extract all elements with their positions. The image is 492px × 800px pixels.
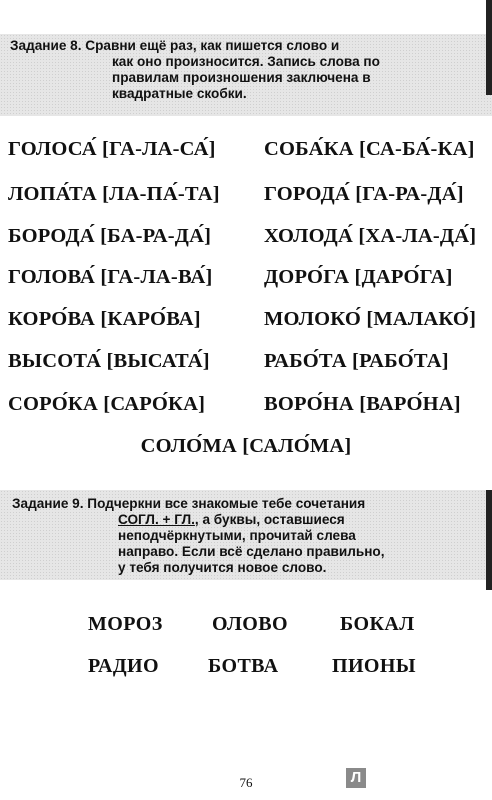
task-9-line-4: направо. Если всё сделано правильно, (118, 544, 385, 559)
page-edge-mark-2 (486, 490, 492, 590)
word-5: БОТВА (208, 655, 279, 677)
task-8-line-4: квадратные скобки. (112, 86, 247, 101)
pair-right-3: ХОЛОДА́ [ХА-ЛА-ДА́] (264, 225, 477, 247)
pair-center: СОЛО́МА [САЛО́МА] (140, 435, 352, 457)
task-9-text-2: , а буквы, оставшиеся (194, 512, 345, 527)
pair-right-4: ДОРО́ГА [ДАРО́ГА] (264, 266, 453, 288)
word-4: РАДИО (88, 655, 159, 677)
task-8-line-3: правилам произношения заключена в (112, 70, 371, 85)
task-9-line-3: неподчёркнутыми, прочитай слева (118, 528, 356, 543)
pair-right-7: ВОРО́НА [ВАРО́НА] (264, 393, 461, 415)
pair-right-5: МОЛОКО́ [МАЛАКО́] (264, 308, 477, 330)
task-9-text-1: Подчеркни все знакомые тебе сочетания (87, 496, 366, 511)
task-9-box (0, 490, 492, 580)
page-edge-mark (486, 0, 492, 95)
task-8-line-2: как оно произносится. Запись слова по (112, 54, 380, 69)
task-9-line-2 (118, 512, 345, 528)
task-8-label: Задание 8. (10, 38, 82, 53)
pair-left-6: ВЫСОТА́ [ВЫСАТА́] (8, 350, 210, 372)
publisher-logo: Л (346, 768, 366, 788)
pair-right-2: ГОРОДА́ [ГА-РА-ДА́] (264, 183, 464, 205)
task-9-label: Задание 9. (12, 496, 84, 511)
task-9-line-5: у тебя получится новое слово. (118, 560, 327, 575)
word-1: МОРОЗ (88, 613, 163, 635)
pair-left-1: ГОЛОСА́ [ГА-ЛА-СА́] (8, 138, 216, 160)
pair-left-3: БОРОДА́ [БА-РА-ДА́] (8, 225, 212, 247)
word-2: ОЛОВО (212, 613, 288, 635)
pair-right-1: СОБА́КА [СА-БА́-КА] (264, 138, 475, 160)
task-9-underlined: СОГЛ. + ГЛ. (118, 512, 195, 527)
page-number: 76 (239, 775, 253, 790)
task-8-text-1: Сравни ещё раз, как пишется слово и (85, 38, 340, 53)
pair-left-7: СОРО́КА [САРО́КА] (8, 393, 206, 415)
word-6: ПИОНЫ (332, 655, 416, 677)
task-8-box (0, 34, 492, 116)
pair-left-4: ГОЛОВА́ [ГА-ЛА-ВА́] (8, 266, 213, 288)
pair-left-2: ЛОПА́ТА [ЛА-ПА́-ТА] (8, 183, 220, 205)
word-3: БОКАЛ (340, 613, 415, 635)
task-8-line-1 (10, 38, 339, 54)
pair-left-5: КОРО́ВА [КАРО́ВА] (8, 308, 201, 330)
task-9-line-1 (12, 496, 365, 512)
pair-right-6: РАБО́ТА [РАБО́ТА] (264, 350, 449, 372)
